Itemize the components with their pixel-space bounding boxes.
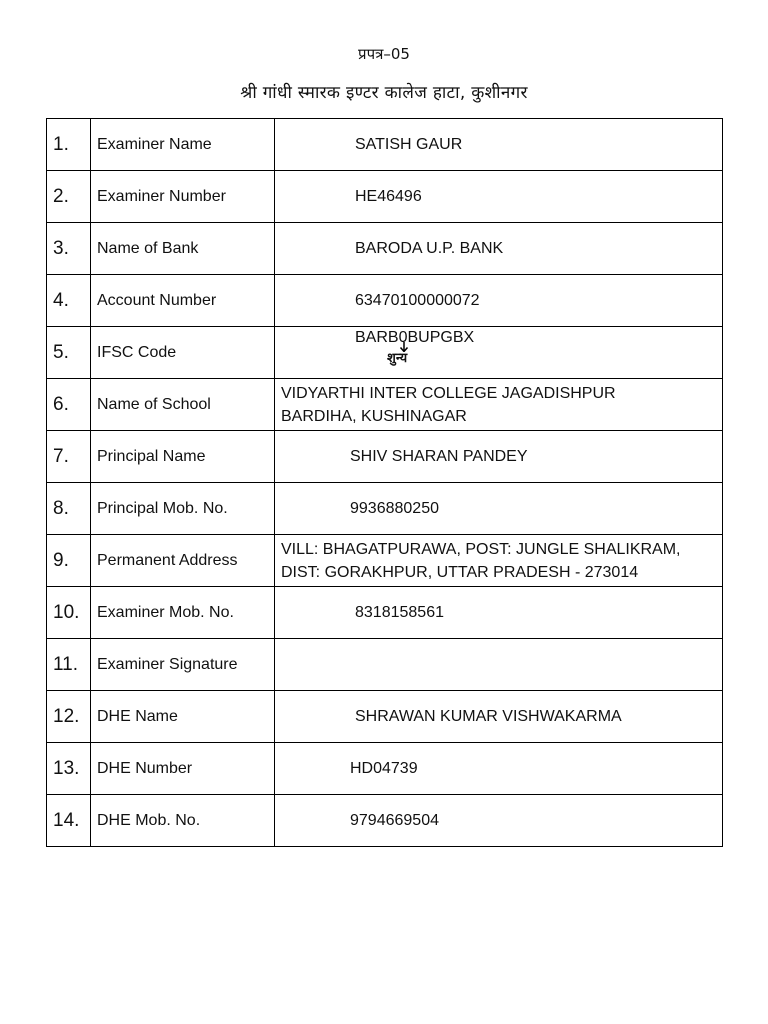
table-row — [47, 639, 723, 691]
row-number: 2. — [47, 171, 91, 223]
table-row — [47, 743, 723, 795]
table-row — [47, 327, 723, 379]
row-value — [275, 119, 723, 171]
row-label: IFSC Code — [91, 327, 275, 379]
school-title: श्री गांधी स्मारक इण्टर कालेज हाटा, कुशीनगर — [240, 83, 528, 103]
row-label: DHE Name — [91, 691, 275, 743]
row-number: 6. — [47, 379, 91, 431]
table-row — [47, 171, 723, 223]
row-label: Principal Mob. No. — [91, 483, 275, 535]
table-row — [47, 691, 723, 743]
row-label: Account Number — [91, 275, 275, 327]
row-number: 14. — [47, 795, 91, 847]
row-value — [275, 587, 723, 639]
table-row — [47, 483, 723, 535]
row-number: 10. — [47, 587, 91, 639]
bank-name-value: BARODA U.P. BANK — [355, 239, 504, 257]
ifsc-code-value: BARB0BUPGBX — [355, 329, 475, 346]
table-row — [47, 587, 723, 639]
row-value — [275, 171, 723, 223]
address-line1: VILL: BHAGATPURAWA, POST: JUNGLE SHALIKRAM, — [281, 540, 681, 558]
row-label: Name of Bank — [91, 223, 275, 275]
row-label: DHE Number — [91, 743, 275, 795]
row-value — [275, 223, 723, 275]
row-label: Examiner Signature — [91, 639, 275, 691]
row-value — [275, 327, 723, 379]
row-value — [275, 795, 723, 847]
row-value — [275, 379, 723, 431]
principal-name-value: SHIV SHARAN PANDEY — [350, 447, 528, 465]
table-row — [47, 535, 723, 587]
examiner-mobile-value: 8318158561 — [355, 603, 444, 621]
account-number-value: 63470100000072 — [355, 291, 480, 309]
row-number: 12. — [47, 691, 91, 743]
row-number: 1. — [47, 119, 91, 171]
row-label: Examiner Number — [91, 171, 275, 223]
table-row — [47, 795, 723, 847]
address-line2: DIST: GORAKHPUR, UTTAR PRADESH - 273014 — [281, 563, 639, 581]
dhe-mobile-value: 9794669504 — [350, 811, 439, 829]
details-table — [46, 118, 723, 847]
row-value — [275, 691, 723, 743]
row-number: 7. — [47, 431, 91, 483]
dhe-number-value: HD04739 — [350, 759, 418, 777]
row-number: 3. — [47, 223, 91, 275]
table-row — [47, 431, 723, 483]
principal-mobile-value: 9936880250 — [350, 499, 439, 517]
row-label: Examiner Mob. No. — [91, 587, 275, 639]
row-value — [275, 483, 723, 535]
row-value — [275, 275, 723, 327]
row-label: DHE Mob. No. — [91, 795, 275, 847]
school-name-line1: VIDYARTHI INTER COLLEGE JAGADISHPUR — [281, 384, 616, 402]
table-row — [47, 223, 723, 275]
examiner-number-value: HE46496 — [355, 187, 422, 205]
row-label: Name of School — [91, 379, 275, 431]
school-name-line2: BARDIHA, KUSHINAGAR — [281, 407, 467, 425]
table-row — [47, 379, 723, 431]
row-value — [275, 431, 723, 483]
row-label: Principal Name — [91, 431, 275, 483]
row-number: 11. — [47, 639, 91, 691]
row-value — [275, 743, 723, 795]
table-row — [47, 119, 723, 171]
ifsc-handwritten-note: शुन्य — [387, 351, 408, 366]
row-value — [275, 535, 723, 587]
row-label: Examiner Name — [91, 119, 275, 171]
examiner-name-value: SATISH GAUR — [355, 135, 463, 153]
row-number: 8. — [47, 483, 91, 535]
signature-field[interactable] — [275, 639, 723, 691]
row-number: 5. — [47, 327, 91, 379]
row-number: 9. — [47, 535, 91, 587]
dhe-name-value: SHRAWAN KUMAR VISHWAKARMA — [355, 707, 622, 725]
row-number: 4. — [47, 275, 91, 327]
row-number: 13. — [47, 743, 91, 795]
form-code: प्रपत्र–05 — [358, 45, 410, 63]
table-row — [47, 275, 723, 327]
row-label: Permanent Address — [91, 535, 275, 587]
